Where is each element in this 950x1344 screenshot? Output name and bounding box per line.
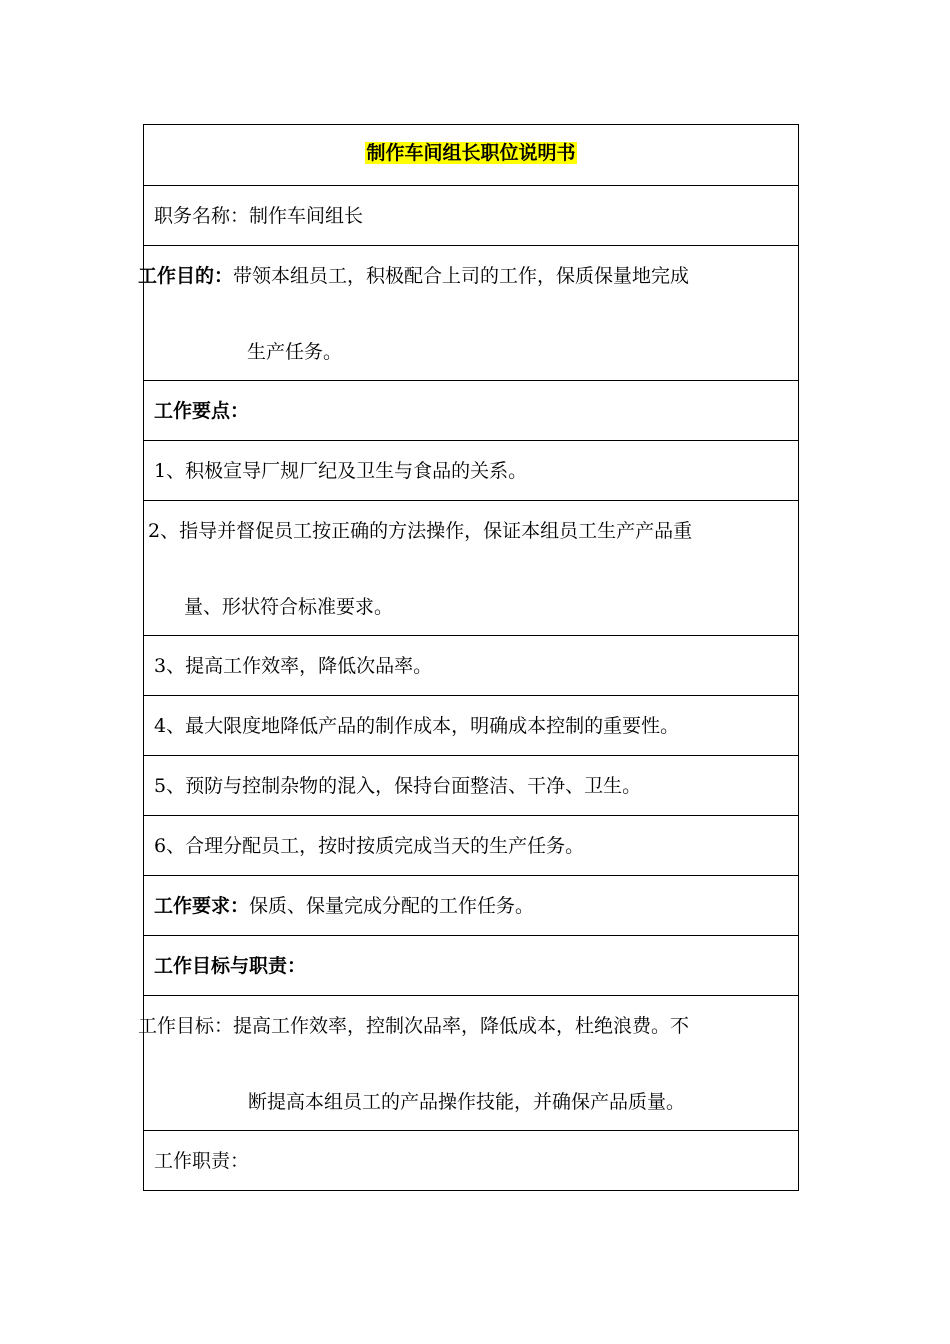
document-title [144,141,798,165]
job-name-label: 职务名称： [154,205,250,227]
job-description-table [138,124,799,1191]
title-highlight: 制作车间组长职位说明书 [366,142,576,164]
goal-line1 [138,1014,689,1038]
requirement-label: 工作要求： [154,895,250,917]
point-row [144,440,798,500]
goals-heading: 工作目标与职责： [154,955,307,977]
goals-heading-row [144,935,798,995]
job-name-text [154,204,363,228]
point-row [144,635,798,695]
purpose-text-1: 带领本组员工，积极配合上司的工作，保质保量地完成 [233,265,690,287]
key-points-heading-row [144,380,798,440]
purpose-row [138,245,798,380]
point-row [144,755,798,815]
point-4: 4、最大限度地降低产品的制作成本，明确成本控制的重要性。 [154,715,680,737]
title-row [144,125,798,185]
point-2-line1: 2、指导并督促员工按正确的方法操作，保证本组员工生产产品重 [148,520,693,542]
purpose-line1 [138,264,689,288]
point-2-line2: 量、形状符合标准要求。 [184,596,394,618]
key-points-heading: 工作要点： [154,400,250,422]
point-5: 5、预防与控制杂物的混入，保持台面整洁、干净、卫生。 [154,775,642,797]
point-1: 1、积极宣导厂规厂纪及卫生与食品的关系。 [154,460,528,482]
goal-label: 工作目标： [138,1015,234,1037]
job-name-value: 制作车间组长 [249,205,364,227]
point-row [144,695,798,755]
point-6: 6、合理分配员工，按时按质完成当天的生产任务。 [154,835,585,857]
purpose-line2: 生产任务。 [247,341,343,363]
goal-line2: 断提高本组员工的产品操作技能，并确保产品质量。 [248,1091,686,1113]
requirement-value: 保质、保量完成分配的工作任务。 [249,895,535,917]
requirement-row [144,875,798,935]
job-name-row [144,185,798,245]
requirement-text [154,894,534,918]
goal-row [138,995,798,1130]
point-row [144,815,798,875]
duties-row [144,1130,798,1190]
duties-label: 工作职责： [154,1150,250,1172]
point-row [144,500,798,635]
goal-text-1: 提高工作效率，控制次品率，降低成本，杜绝浪费。不 [233,1015,690,1037]
purpose-label: 工作目的： [138,265,234,287]
point-3: 3、提高工作效率，降低次品率。 [154,655,433,677]
